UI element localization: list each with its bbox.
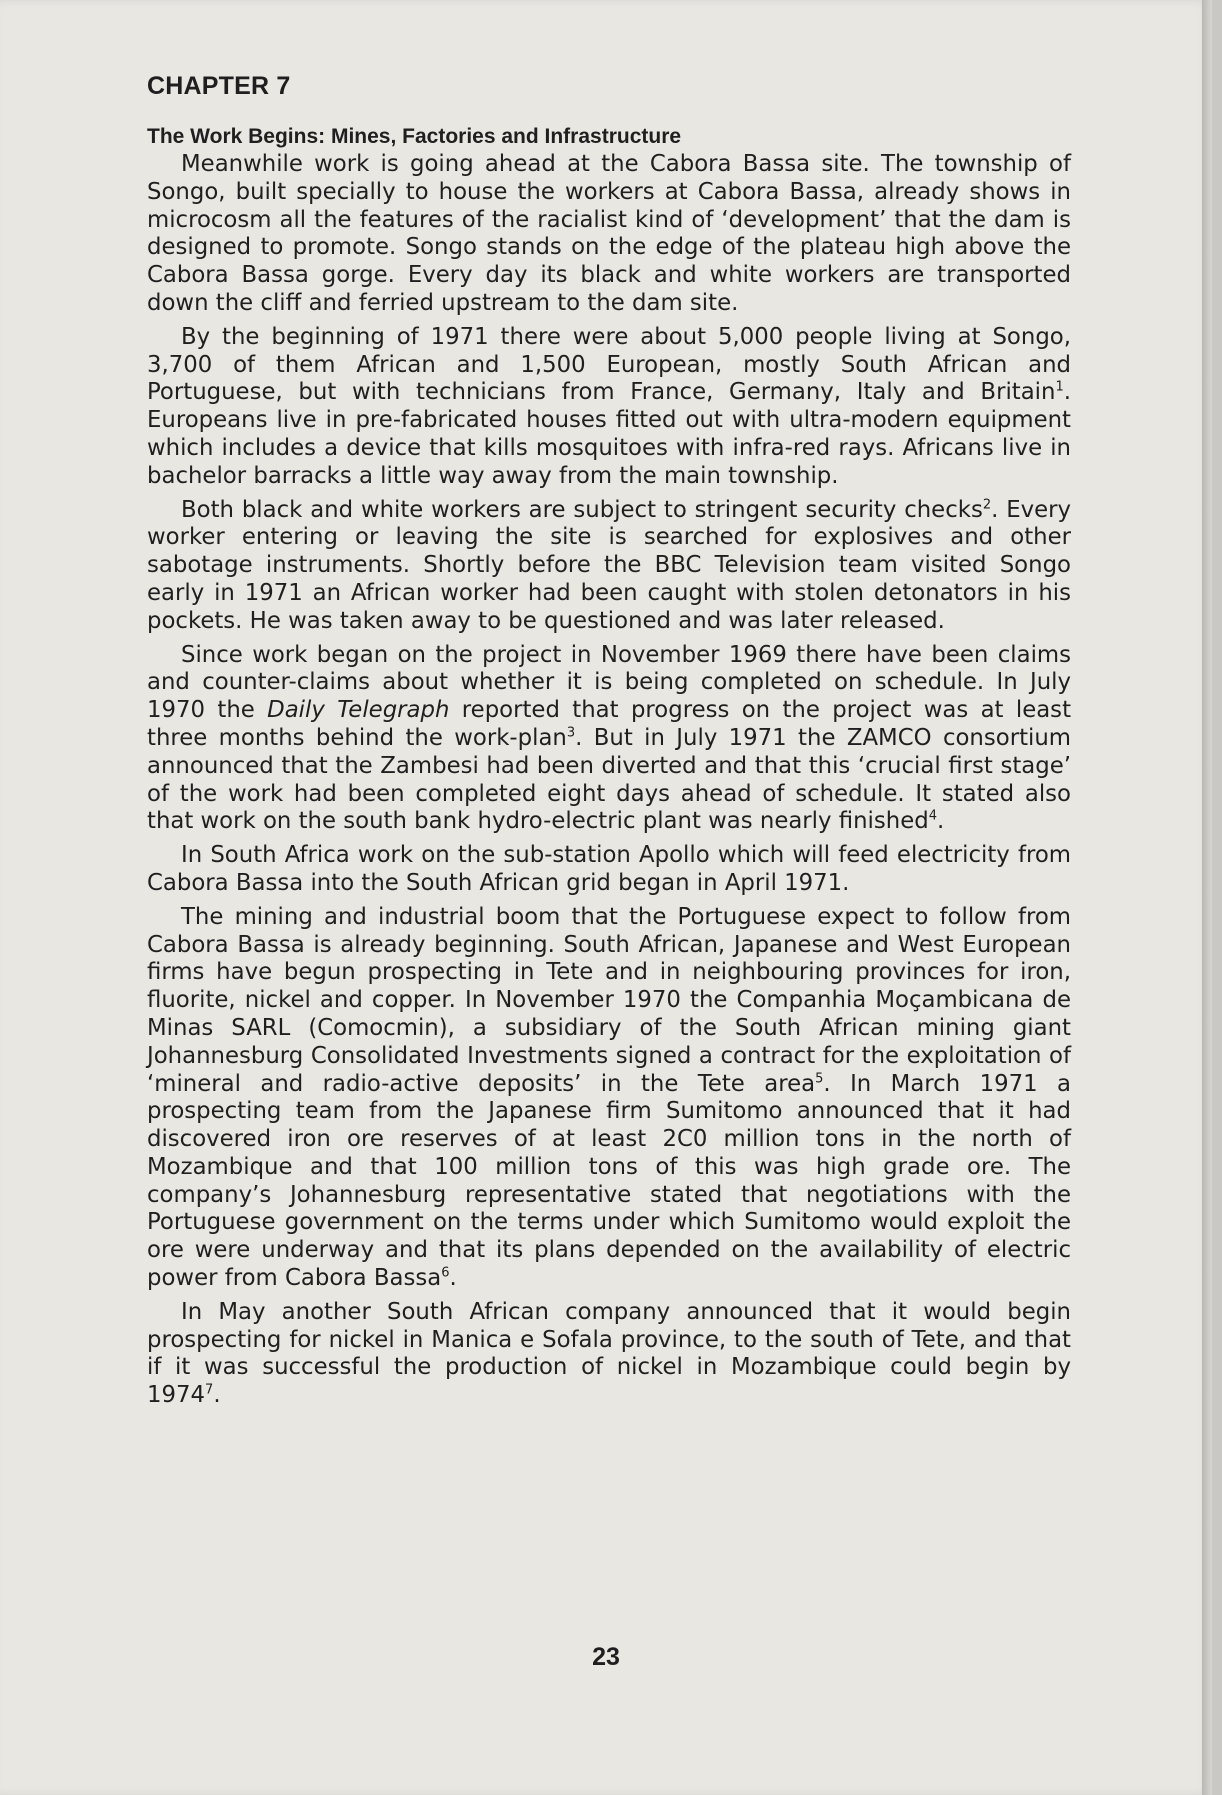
footnote-ref: 4 [928, 808, 937, 824]
text-run: In May another South African company announced that it would begin prospecting for nickel in Manica e Sofala province, to the south of Tete, and that if it was successful the production of nickel in Mozambique could begin by 1974 [147, 1298, 1071, 1409]
text-run: . Europeans live in pre-fabricated houses fitted out with ultra-modern equipment which includes a device that kills mosquitoes with infra-red rays. Africans live in bachelor barracks a little way away from the main township. [147, 379, 1071, 489]
text-run: The mining and industrial boom that the Portuguese expect to follow from Cabora Bassa is already beginning. South African, Japanese and West European firms have begun prospecting in Tete and in neighbouring provinces for iron, fluorite, nickel and copper. In November 1970 the Companhia Moçambicana de Minas SARL (Comocmin), a subsidiary of the South African mining giant Johannesburg Consolidated Investments signed a contract for the exploitation of ‘mineral and radio-active deposits’ in the Tete area [147, 903, 1071, 1097]
paragraph-3 [147, 497, 1071, 636]
paragraph-6 [147, 904, 1071, 1293]
text-run: By the beginning of 1971 there were about 5,000 people living at Songo, 3,700 of them African and 1,500 European, mostly South African and Portuguese, but with technicians from France, Germany, Italy and Britain [147, 323, 1071, 406]
paragraph-5: In South Africa work on the sub-station Apollo which will feed electricity from Cabora Bassa into the South African grid began in April 1971. [147, 842, 1071, 896]
footnote-ref: 1 [1055, 379, 1064, 395]
chapter-heading: CHAPTER 7 [147, 72, 291, 100]
section-title: The Work Begins: Mines, Factories and Infrastructure [147, 125, 682, 148]
paragraph-1: Meanwhile work is going ahead at the Cabora Bassa site. The township of Songo, built specially to house the workers at Cabora Bassa, already shows in microcosm all the features of the racialist kind of ‘development’ that the dam is designed to promote. Songo stands on the edge of the plateau high above the Cabora Bassa gorge. Every day its black and white workers are transported down the cliff and ferried upstream to the dam site. [147, 151, 1071, 316]
footnote-ref: 7 [205, 1382, 214, 1398]
page-content [147, 72, 1071, 1416]
text-run: Both black and white workers are subject to stringent security checks [181, 496, 983, 523]
text-run: Since work began on the project in November 1969 there have been claims and counter-claims about whether it is being completed on schedule. In July 1970 the [147, 641, 1071, 724]
footnote-ref: 5 [815, 1070, 824, 1086]
page-number: 23 [592, 1643, 620, 1671]
page-edge [1202, 0, 1212, 1795]
text-run: reported that progress on the project was at least three months behind the work-plan [147, 697, 1072, 751]
text-run: . [449, 1265, 457, 1292]
italic-title: Daily Telegraph [267, 697, 450, 724]
text-run: . [937, 808, 945, 835]
footnote-ref: 6 [441, 1265, 450, 1281]
footnote-ref: 2 [982, 496, 992, 512]
paragraph-2 [147, 324, 1071, 491]
text-run: . In March 1971 a prospecting team from the Japanese firm Sumitomo announced that it had discovered iron ore reserves of at least 2C0 million tons in the north of Mozambique and that 100 million tons of this was high grade ore. The company’s Johannesburg representative stated that negotiations with the Portuguese government on the terms under which Sumitomo would exploit the ore were underway and that its plans depended on the availability of electric power from Cabora Bassa [147, 1070, 1071, 1292]
text-run: . But in July 1971 the ZAMCO consortium announced that the Zambesi had been diverted and that this ‘crucial first stage’ of the work had been completed eight days ahead of schedule. It stated also that work on the south bank hydro-electric plant was nearly finished [147, 724, 1071, 835]
paragraph-7 [147, 1299, 1071, 1410]
paragraph-4 [147, 642, 1071, 837]
footnote-ref: 3 [566, 725, 576, 741]
text-run: . [213, 1382, 221, 1409]
text-run: . Every worker entering or leaving the site is searched for explosives and other sabotage instruments. Shortly before the BBC Television team visited Songo early in 1971 an African worker had been caught with stolen detonators in his pockets. He was taken away to be questioned and was later released. [147, 496, 1071, 634]
